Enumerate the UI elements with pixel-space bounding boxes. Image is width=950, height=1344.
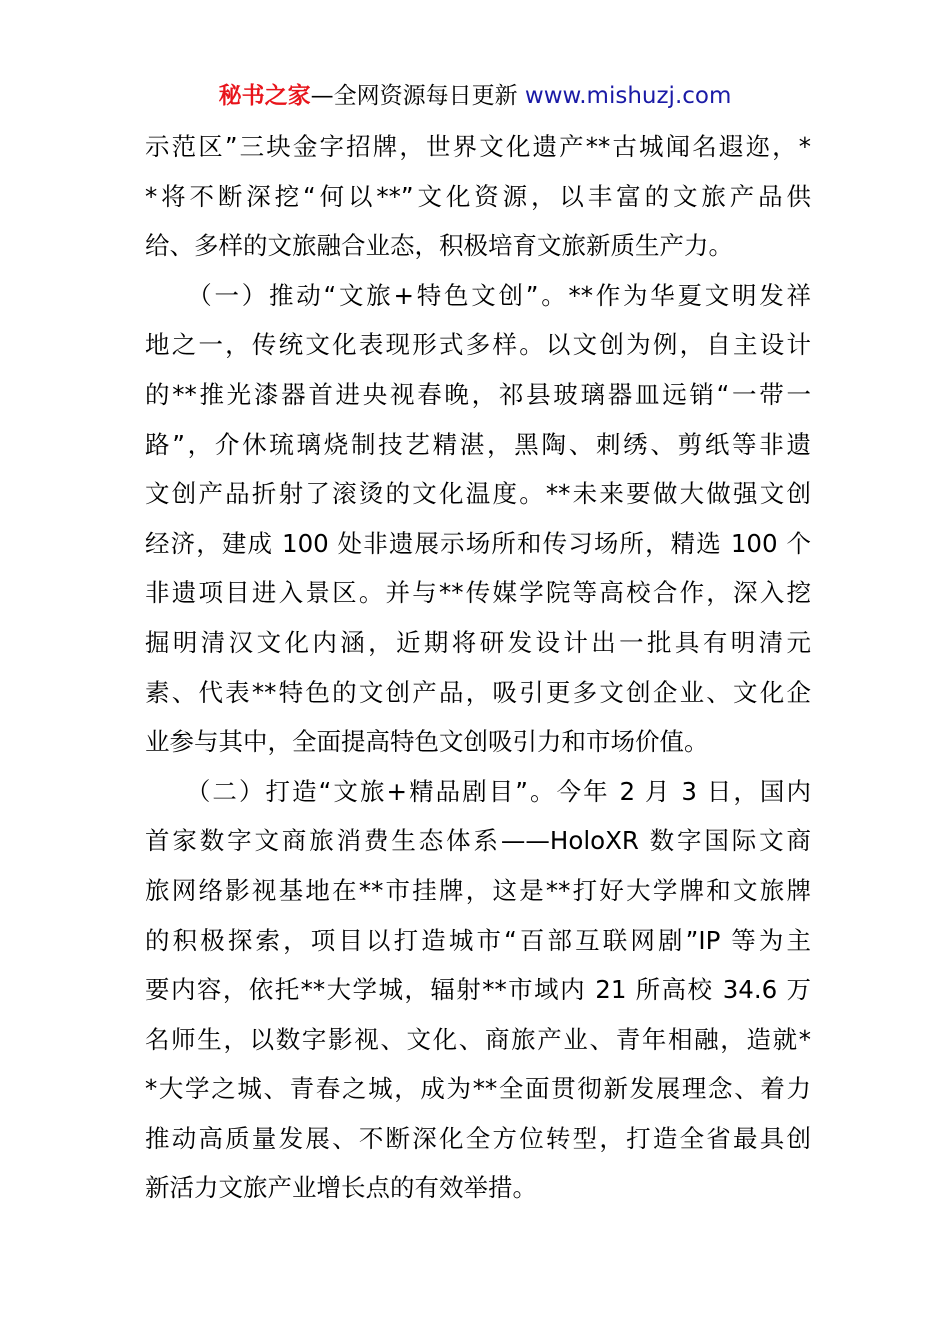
text-line: *将不断深挖“何以**”文化资源，以丰富的文旅产品供 [145, 181, 811, 211]
text-line: 路”，介休琉璃烧制技艺精湛，黑陶、刺绣、剪纸等非遗 [145, 429, 811, 459]
text-line: 的积极探索，项目以打造城市“百部互联网剧”IP 等为主 [145, 925, 811, 955]
site-brand: 秘书之家 [218, 83, 311, 109]
text-line: *大学之城、青春之城，成为**全面贯彻新发展理念、着力 [145, 1074, 811, 1104]
document-body [145, 122, 811, 1213]
text-line: 的**推光漆器首进央视春晚，祁县玻璃器皿远销“一带一 [145, 379, 811, 409]
text-line: 地之一，传统文化表现形式多样。以文创为例，自主设计 [145, 330, 811, 360]
text-line: 素、代表**特色的文创产品，吸引更多文创企业、文化企 [145, 677, 811, 707]
text-line: 经济，建成 100 处非遗展示场所和传习场所，精选 100 个 [145, 528, 811, 558]
text-line: 业参与其中，全面提高特色文创吸引力和市场价值。 [145, 727, 709, 757]
text-line: （二）打造“文旅+精品剧目”。今年 2 月 3 日，国内 [145, 776, 811, 806]
text-line: 非遗项目进入景区。并与**传媒学院等高校合作，深入挖 [145, 578, 811, 608]
text-line: 旅网络影视基地在**市挂牌，这是**打好大学牌和文旅牌 [145, 875, 811, 905]
text-line: 新活力文旅产业增长点的有效举措。 [145, 1173, 537, 1203]
text-line: 要内容，依托**大学城，辐射**市域内 21 所高校 34.6 万 [145, 975, 811, 1005]
text-line: 给、多样的文旅融合业态，积极培育文旅新质生产力。 [145, 231, 733, 261]
text-line: （一）推动“文旅+特色文创”。**作为华夏文明发祥 [145, 280, 811, 310]
text-line: 文创产品折射了滚烫的文化温度。**未来要做大做强文创 [145, 479, 811, 509]
text-line: 示范区”三块金字招牌，世界文化遗产**古城闻名遐迩，* [145, 132, 811, 161]
site-url-link[interactable]: www.mishuzj.com [524, 83, 732, 109]
site-header [0, 80, 950, 112]
text-line: 掘明清汉文化内涵，近期将研发设计出一批具有明清元 [145, 627, 811, 657]
text-line: 首家数字文商旅消费生态体系——HoloXR 数字国际文商 [145, 826, 811, 856]
text-line: 名师生，以数字影视、文化、商旅产业、青年相融，造就* [145, 1024, 811, 1054]
text-line: 推动高质量发展、不断深化全方位转型，打造全省最具创 [145, 1123, 811, 1153]
site-tagline: —全网资源每日更新 [310, 83, 525, 109]
